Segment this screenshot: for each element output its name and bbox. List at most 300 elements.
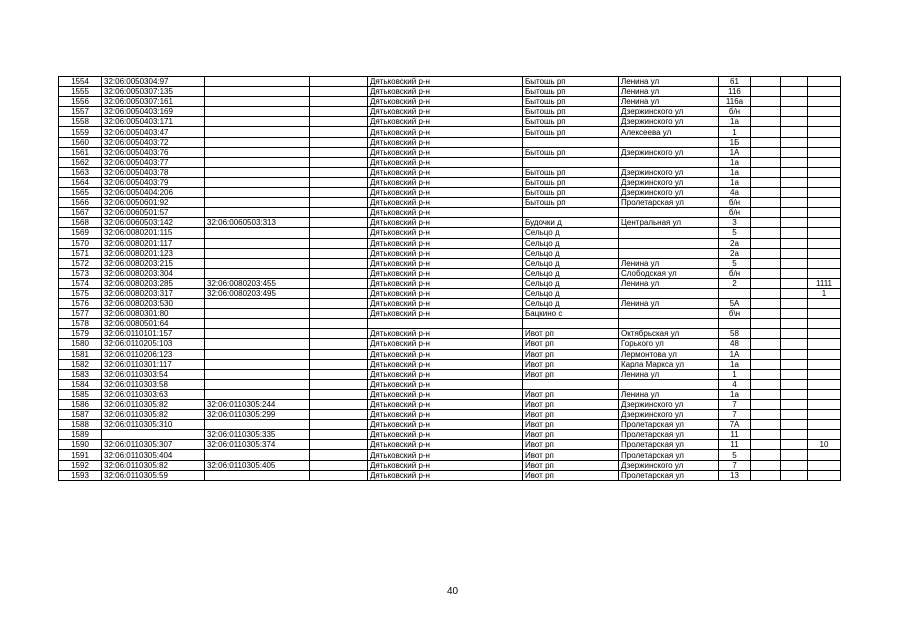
- locality-cell: [523, 157, 619, 167]
- extra-value-cell: [808, 157, 841, 167]
- table-row: [59, 198, 841, 208]
- table-row: [59, 389, 841, 399]
- cadastral-number-cell: 32:06:0050307:161: [102, 97, 205, 107]
- empty-cell: [751, 440, 781, 450]
- street-cell: Дзержинского ул: [619, 460, 719, 470]
- row-number-cell: 1584: [59, 379, 102, 389]
- cadastral-number-cell: 32:06:0080201:123: [102, 248, 205, 258]
- district-cell: Дятьковский р-н: [368, 137, 523, 147]
- empty-cell: [781, 157, 808, 167]
- empty-cell: [781, 400, 808, 410]
- empty-cell: [751, 379, 781, 389]
- street-cell: Дзержинского ул: [619, 167, 719, 177]
- empty-cell: [751, 369, 781, 379]
- extra-value-cell: [808, 127, 841, 137]
- extra-value-cell: [808, 299, 841, 309]
- locality-cell: Сельцо д: [523, 278, 619, 288]
- empty-cell: [310, 460, 368, 470]
- locality-cell: [523, 208, 619, 218]
- linked-cadastral-number-cell: 32:06:0110305:299: [205, 410, 310, 420]
- empty-cell: [310, 430, 368, 440]
- empty-cell: [781, 97, 808, 107]
- empty-cell: [751, 137, 781, 147]
- extra-value-cell: [808, 349, 841, 359]
- table-row: [59, 258, 841, 268]
- house-number-cell: 1а: [719, 167, 751, 177]
- table-row: [59, 248, 841, 258]
- linked-cadastral-number-cell: [205, 258, 310, 268]
- locality-cell: Сельцо д: [523, 238, 619, 248]
- empty-cell: [781, 177, 808, 187]
- empty-cell: [781, 379, 808, 389]
- row-number-cell: 1570: [59, 238, 102, 248]
- house-number-cell: 1А: [719, 349, 751, 359]
- linked-cadastral-number-cell: [205, 147, 310, 157]
- empty-cell: [781, 278, 808, 288]
- table-row: [59, 329, 841, 339]
- street-cell: [619, 288, 719, 298]
- extra-value-cell: [808, 177, 841, 187]
- empty-cell: [781, 430, 808, 440]
- extra-value-cell: [808, 258, 841, 268]
- district-cell: Дятьковский р-н: [368, 238, 523, 248]
- empty-cell: [310, 177, 368, 187]
- house-number-cell: б/н: [719, 268, 751, 278]
- table-row: [59, 299, 841, 309]
- locality-cell: Сельцо д: [523, 248, 619, 258]
- cadastral-number-cell: 32:06:0110305:404: [102, 450, 205, 460]
- extra-value-cell: [808, 359, 841, 369]
- locality-cell: Ивот рп: [523, 470, 619, 480]
- district-cell: Дятьковский р-н: [368, 77, 523, 87]
- district-cell: Дятьковский р-н: [368, 188, 523, 198]
- district-cell: Дятьковский р-н: [368, 87, 523, 97]
- row-number-cell: 1583: [59, 369, 102, 379]
- empty-cell: [310, 349, 368, 359]
- extra-value-cell: 1: [808, 288, 841, 298]
- street-cell: Ленина ул: [619, 278, 719, 288]
- street-cell: Пролетарская ул: [619, 470, 719, 480]
- linked-cadastral-number-cell: [205, 167, 310, 177]
- empty-cell: [751, 420, 781, 430]
- empty-cell: [751, 198, 781, 208]
- extra-value-cell: [808, 460, 841, 470]
- cadastral-number-cell: 32:06:0110301:117: [102, 359, 205, 369]
- street-cell: Дзержинского ул: [619, 177, 719, 187]
- locality-cell: Ивот рп: [523, 389, 619, 399]
- locality-cell: Бытошь рп: [523, 147, 619, 157]
- house-number-cell: 5: [719, 450, 751, 460]
- empty-cell: [310, 117, 368, 127]
- empty-cell: [751, 389, 781, 399]
- district-cell: Дятьковский р-н: [368, 198, 523, 208]
- linked-cadastral-number-cell: [205, 268, 310, 278]
- extra-value-cell: 10: [808, 440, 841, 450]
- row-number-cell: 1572: [59, 258, 102, 268]
- table-body: [59, 77, 841, 481]
- linked-cadastral-number-cell: [205, 107, 310, 117]
- row-number-cell: 1592: [59, 460, 102, 470]
- linked-cadastral-number-cell: [205, 137, 310, 147]
- table-row: [59, 208, 841, 218]
- row-number-cell: 1581: [59, 349, 102, 359]
- locality-cell: Ивот рп: [523, 460, 619, 470]
- empty-cell: [751, 299, 781, 309]
- cadastral-number-cell: 32:06:0110206:123: [102, 349, 205, 359]
- cadastral-number-cell: 32:06:0050403:77: [102, 157, 205, 167]
- cadastral-number-cell: 32:06:0110101:157: [102, 329, 205, 339]
- empty-cell: [781, 218, 808, 228]
- cadastral-number-cell: 32:06:0050403:78: [102, 167, 205, 177]
- linked-cadastral-number-cell: [205, 228, 310, 238]
- empty-cell: [310, 470, 368, 480]
- cadastral-number-cell: 32:06:0110305:59: [102, 470, 205, 480]
- street-cell: Центральная ул: [619, 218, 719, 228]
- district-cell: Дятьковский р-н: [368, 430, 523, 440]
- empty-cell: [310, 208, 368, 218]
- data-table: [58, 76, 841, 481]
- linked-cadastral-number-cell: [205, 117, 310, 127]
- street-cell: [619, 137, 719, 147]
- row-number-cell: 1574: [59, 278, 102, 288]
- table-row: [59, 319, 841, 329]
- extra-value-cell: 1111: [808, 278, 841, 288]
- house-number-cell: 5: [719, 228, 751, 238]
- extra-value-cell: [808, 410, 841, 420]
- linked-cadastral-number-cell: [205, 309, 310, 319]
- extra-value-cell: [808, 248, 841, 258]
- table-row: [59, 339, 841, 349]
- table-row: [59, 420, 841, 430]
- table-row: [59, 87, 841, 97]
- extra-value-cell: [808, 137, 841, 147]
- table-row: [59, 440, 841, 450]
- extra-value-cell: [808, 329, 841, 339]
- linked-cadastral-number-cell: [205, 97, 310, 107]
- street-cell: Дзержинского ул: [619, 107, 719, 117]
- linked-cadastral-number-cell: 32:06:0080203:455: [205, 278, 310, 288]
- empty-cell: [751, 77, 781, 87]
- street-cell: Ленина ул: [619, 258, 719, 268]
- linked-cadastral-number-cell: [205, 450, 310, 460]
- locality-cell: Бытошь рп: [523, 97, 619, 107]
- district-cell: Дятьковский р-н: [368, 278, 523, 288]
- empty-cell: [781, 238, 808, 248]
- locality-cell: Ивот рп: [523, 339, 619, 349]
- locality-cell: Будочки д: [523, 218, 619, 228]
- row-number-cell: 1564: [59, 177, 102, 187]
- linked-cadastral-number-cell: [205, 420, 310, 430]
- row-number-cell: 1580: [59, 339, 102, 349]
- table-row: [59, 238, 841, 248]
- district-cell: Дятьковский р-н: [368, 228, 523, 238]
- house-number-cell: 5: [719, 258, 751, 268]
- house-number-cell: 4: [719, 379, 751, 389]
- table-row: [59, 177, 841, 187]
- row-number-cell: 1575: [59, 288, 102, 298]
- locality-cell: Бытошь рп: [523, 127, 619, 137]
- row-number-cell: 1566: [59, 198, 102, 208]
- linked-cadastral-number-cell: [205, 188, 310, 198]
- district-cell: Дятьковский р-н: [368, 329, 523, 339]
- cadastral-number-cell: 32:06:0080201:117: [102, 238, 205, 248]
- empty-cell: [781, 299, 808, 309]
- empty-cell: [781, 228, 808, 238]
- extra-value-cell: [808, 198, 841, 208]
- street-cell: Пролетарская ул: [619, 430, 719, 440]
- district-cell: Дятьковский р-н: [368, 157, 523, 167]
- house-number-cell: 1: [719, 127, 751, 137]
- linked-cadastral-number-cell: [205, 299, 310, 309]
- row-number-cell: 1562: [59, 157, 102, 167]
- linked-cadastral-number-cell: [205, 339, 310, 349]
- house-number-cell: 3: [719, 218, 751, 228]
- empty-cell: [781, 127, 808, 137]
- cadastral-number-cell: 32:06:0050403:169: [102, 107, 205, 117]
- street-cell: Ленина ул: [619, 389, 719, 399]
- house-number-cell: 1А: [719, 147, 751, 157]
- row-number-cell: 1586: [59, 400, 102, 410]
- locality-cell: [523, 137, 619, 147]
- empty-cell: [781, 77, 808, 87]
- table-row: [59, 379, 841, 389]
- table-row: [59, 470, 841, 480]
- cadastral-number-cell: 32:06:0080203:285: [102, 278, 205, 288]
- locality-cell: [523, 379, 619, 389]
- empty-cell: [781, 137, 808, 147]
- table-row: [59, 147, 841, 157]
- table-row: [59, 77, 841, 87]
- row-number-cell: 1588: [59, 420, 102, 430]
- district-cell: Дятьковский р-н: [368, 389, 523, 399]
- linked-cadastral-number-cell: 32:06:0060503:313: [205, 218, 310, 228]
- table-row: [59, 117, 841, 127]
- table-row: [59, 157, 841, 167]
- empty-cell: [751, 400, 781, 410]
- linked-cadastral-number-cell: [205, 238, 310, 248]
- house-number-cell: 4а: [719, 188, 751, 198]
- row-number-cell: 1573: [59, 268, 102, 278]
- linked-cadastral-number-cell: [205, 369, 310, 379]
- street-cell: Ленина ул: [619, 369, 719, 379]
- linked-cadastral-number-cell: [205, 157, 310, 167]
- empty-cell: [781, 440, 808, 450]
- house-number-cell: 1а: [719, 117, 751, 127]
- linked-cadastral-number-cell: [205, 470, 310, 480]
- empty-cell: [310, 188, 368, 198]
- empty-cell: [310, 167, 368, 177]
- street-cell: Пролетарская ул: [619, 198, 719, 208]
- row-number-cell: 1561: [59, 147, 102, 157]
- district-cell: Дятьковский р-н: [368, 177, 523, 187]
- table-row: [59, 460, 841, 470]
- cadastral-number-cell: 32:06:0050403:72: [102, 137, 205, 147]
- empty-cell: [781, 389, 808, 399]
- empty-cell: [310, 299, 368, 309]
- empty-cell: [781, 188, 808, 198]
- street-cell: Слободская ул: [619, 268, 719, 278]
- empty-cell: [781, 258, 808, 268]
- linked-cadastral-number-cell: [205, 248, 310, 258]
- cadastral-number-cell: 32:06:0110305:307: [102, 440, 205, 450]
- street-cell: Горького ул: [619, 339, 719, 349]
- street-cell: Карла Маркса ул: [619, 359, 719, 369]
- extra-value-cell: [808, 309, 841, 319]
- cadastral-number-cell: 32:06:0050304:97: [102, 77, 205, 87]
- table-row: [59, 137, 841, 147]
- empty-cell: [310, 278, 368, 288]
- locality-cell: Бытошь рп: [523, 198, 619, 208]
- row-number-cell: 1579: [59, 329, 102, 339]
- empty-cell: [310, 107, 368, 117]
- empty-cell: [310, 369, 368, 379]
- empty-cell: [310, 97, 368, 107]
- locality-cell: Ивот рп: [523, 359, 619, 369]
- house-number-cell: 1: [719, 369, 751, 379]
- table-row: [59, 410, 841, 420]
- extra-value-cell: [808, 400, 841, 410]
- empty-cell: [781, 309, 808, 319]
- table-row: [59, 127, 841, 137]
- cadastral-number-cell: 32:06:0050403:171: [102, 117, 205, 127]
- empty-cell: [781, 450, 808, 460]
- empty-cell: [751, 188, 781, 198]
- district-cell: Дятьковский р-н: [368, 218, 523, 228]
- table-row: [59, 400, 841, 410]
- cadastral-number-cell: 32:06:0080501:64: [102, 319, 205, 329]
- empty-cell: [751, 167, 781, 177]
- house-number-cell: 1а: [719, 157, 751, 167]
- empty-cell: [781, 420, 808, 430]
- row-number-cell: 1565: [59, 188, 102, 198]
- linked-cadastral-number-cell: [205, 389, 310, 399]
- cadastral-number-cell: [102, 430, 205, 440]
- district-cell: Дятьковский р-н: [368, 248, 523, 258]
- house-number-cell: 11: [719, 440, 751, 450]
- street-cell: [619, 238, 719, 248]
- cadastral-number-cell: 32:06:0050404:206: [102, 188, 205, 198]
- empty-cell: [751, 208, 781, 218]
- cadastral-number-cell: 32:06:0110205:103: [102, 339, 205, 349]
- house-number-cell: 5А: [719, 299, 751, 309]
- empty-cell: [310, 389, 368, 399]
- table-row: [59, 268, 841, 278]
- extra-value-cell: [808, 369, 841, 379]
- empty-cell: [781, 167, 808, 177]
- empty-cell: [781, 470, 808, 480]
- cadastral-number-cell: 32:06:0110303:63: [102, 389, 205, 399]
- empty-cell: [751, 349, 781, 359]
- extra-value-cell: [808, 208, 841, 218]
- table-row: [59, 309, 841, 319]
- empty-cell: [310, 127, 368, 137]
- cadastral-number-cell: 32:06:0060501:57: [102, 208, 205, 218]
- linked-cadastral-number-cell: [205, 359, 310, 369]
- street-cell: [619, 248, 719, 258]
- empty-cell: [781, 208, 808, 218]
- street-cell: Дзержинского ул: [619, 410, 719, 420]
- row-number-cell: 1554: [59, 77, 102, 87]
- empty-cell: [310, 339, 368, 349]
- empty-cell: [310, 268, 368, 278]
- extra-value-cell: [808, 450, 841, 460]
- empty-cell: [781, 107, 808, 117]
- locality-cell: Ивот рп: [523, 400, 619, 410]
- house-number-cell: 48: [719, 339, 751, 349]
- district-cell: Дятьковский р-н: [368, 167, 523, 177]
- cadastral-number-cell: 32:06:0060503:142: [102, 218, 205, 228]
- empty-cell: [310, 319, 368, 329]
- table-row: [59, 107, 841, 117]
- empty-cell: [751, 238, 781, 248]
- cadastral-number-cell: 32:06:0080203:215: [102, 258, 205, 268]
- empty-cell: [751, 117, 781, 127]
- row-number-cell: 1557: [59, 107, 102, 117]
- table-row: [59, 359, 841, 369]
- locality-cell: Сельцо д: [523, 288, 619, 298]
- district-cell: Дятьковский р-н: [368, 339, 523, 349]
- extra-value-cell: [808, 389, 841, 399]
- house-number-cell: 1а: [719, 389, 751, 399]
- row-number-cell: 1582: [59, 359, 102, 369]
- empty-cell: [751, 228, 781, 238]
- district-cell: Дятьковский р-н: [368, 127, 523, 137]
- linked-cadastral-number-cell: [205, 127, 310, 137]
- linked-cadastral-number-cell: 32:06:0080203:495: [205, 288, 310, 298]
- linked-cadastral-number-cell: 32:06:0110305:244: [205, 400, 310, 410]
- empty-cell: [310, 77, 368, 87]
- table-row: [59, 430, 841, 440]
- locality-cell: Ивот рп: [523, 349, 619, 359]
- district-cell: Дятьковский р-н: [368, 400, 523, 410]
- street-cell: [619, 379, 719, 389]
- row-number-cell: 1587: [59, 410, 102, 420]
- empty-cell: [751, 127, 781, 137]
- empty-cell: [751, 359, 781, 369]
- empty-cell: [310, 87, 368, 97]
- cadastral-number-cell: 32:06:0080301:80: [102, 309, 205, 319]
- empty-cell: [751, 97, 781, 107]
- house-number-cell: б/н: [719, 107, 751, 117]
- house-number-cell: 116а: [719, 97, 751, 107]
- empty-cell: [310, 288, 368, 298]
- district-cell: Дятьковский р-н: [368, 309, 523, 319]
- empty-cell: [751, 157, 781, 167]
- cadastral-number-cell: 32:06:0050403:76: [102, 147, 205, 157]
- empty-cell: [781, 117, 808, 127]
- empty-cell: [781, 248, 808, 258]
- district-cell: Дятьковский р-н: [368, 420, 523, 430]
- house-number-cell: [719, 288, 751, 298]
- district-cell: Дятьковский р-н: [368, 147, 523, 157]
- empty-cell: [751, 147, 781, 157]
- extra-value-cell: [808, 117, 841, 127]
- empty-cell: [751, 450, 781, 460]
- empty-cell: [310, 198, 368, 208]
- district-cell: Дятьковский р-н: [368, 97, 523, 107]
- linked-cadastral-number-cell: [205, 379, 310, 389]
- cadastral-number-cell: 32:06:0050403:47: [102, 127, 205, 137]
- linked-cadastral-number-cell: 32:06:0110305:374: [205, 440, 310, 450]
- linked-cadastral-number-cell: [205, 198, 310, 208]
- house-number-cell: 7А: [719, 420, 751, 430]
- locality-cell: Ивот рп: [523, 440, 619, 450]
- empty-cell: [751, 329, 781, 339]
- empty-cell: [751, 248, 781, 258]
- street-cell: Ленина ул: [619, 97, 719, 107]
- extra-value-cell: [808, 77, 841, 87]
- cadastral-number-cell: 32:06:0110305:310: [102, 420, 205, 430]
